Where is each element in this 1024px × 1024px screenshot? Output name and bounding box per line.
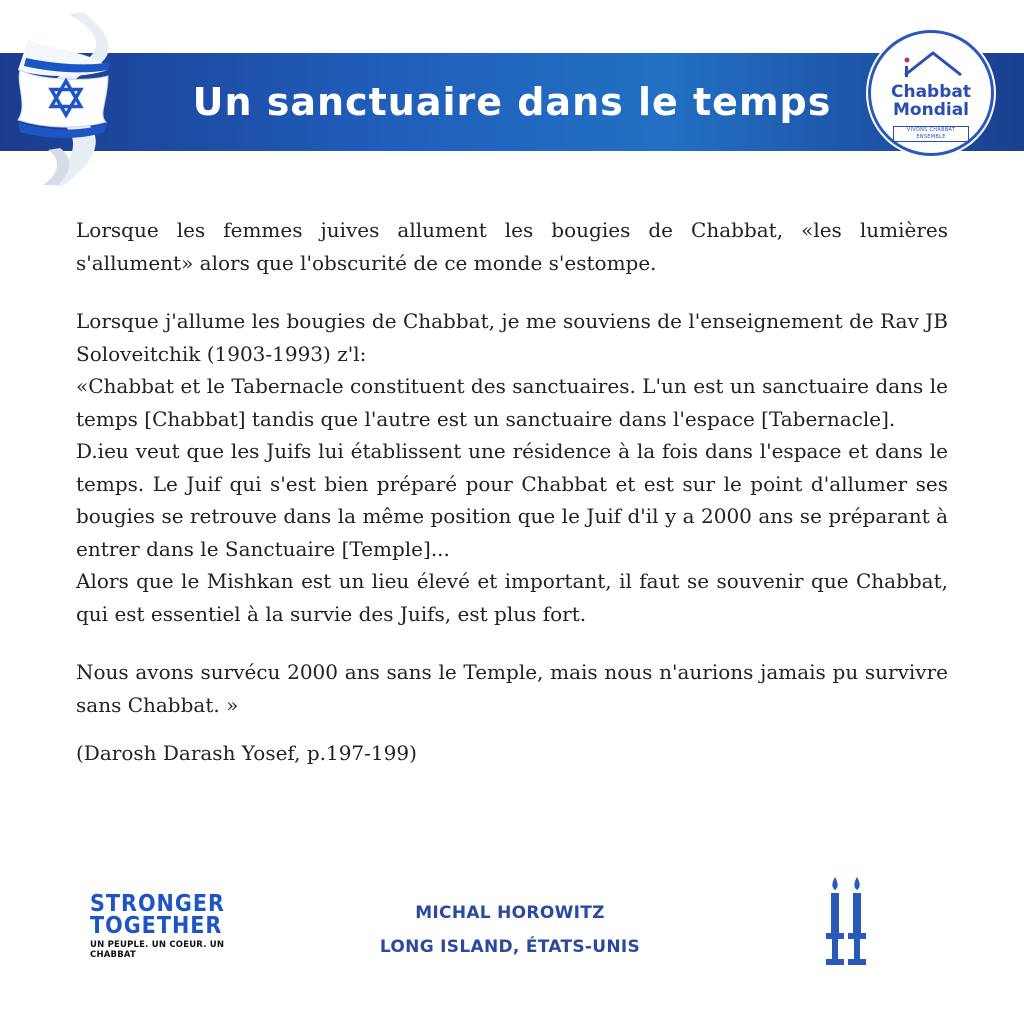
article-body [76,214,948,770]
logo-line1: Chabbat [891,82,971,102]
quote-paragraph: D.ieu veut que les Juifs lui établissent une résidence à la fois dans l'espace et dans le temps. Le Juif qui s'est bien préparé pour Chabbat et est sur le point d'allumer ses bougies se retrouve dans la même position que le Juif d'il y a 2000 ans se préparant à entrer dans le Sanctuaire [Temple]... [76,439,948,561]
author-name: MICHAL HOROWITZ [415,903,605,923]
quote-paragraph: Nous avons survécu 2000 ans sans le Temple, mais nous n'aurions jamais pu survivre sans Chabbat. » [76,660,948,717]
stronger-together-logo [90,891,270,960]
quote-paragraph: Alors que le Mishkan est un lieu élevé et important, il faut se souvenir que Chabbat, qui est essentiel à la survie des Juifs, est plus fort. [76,569,948,626]
logo-line2: Mondial [893,100,969,120]
stronger-line: STRONGER [90,891,225,917]
shabbat-candles-icon [820,875,872,970]
source-citation: (Darosh Darash Yosef, p.197-199) [76,741,417,765]
israel-flag-icon [8,10,116,186]
together-line: TOGETHER [90,913,223,939]
paragraph: Lorsque j'allume les bougies de Chabbat, je me souviens de l'enseignement de Rav JB Soloveitchik (1903-1993) z'l: [76,309,948,366]
chabbat-mondial-logo [868,30,994,156]
author-block [340,896,680,964]
logo-tagline: VIVONS CHABBAT ENSEMBLE [893,126,969,142]
quote-paragraph: «Chabbat et le Tabernacle constituent des sanctuaires. L'un est un sanctuaire dans le temps [Chabbat] tandis que l'autre est un sanctuaire dans l'espace [Tabernacle]. [76,374,948,431]
paragraph: Lorsque les femmes juives allument les bougies de Chabbat, «les lumières s'allument» alors que l'obscurité de ce monde s'estompe. [76,218,948,275]
page-title: Un sanctuaire dans le temps [192,80,832,124]
stronger-subtitle: UN PEUPLE. UN COEUR. UN CHABBAT [90,940,225,960]
author-location: LONG ISLAND, ÉTATS-UNIS [379,937,641,957]
